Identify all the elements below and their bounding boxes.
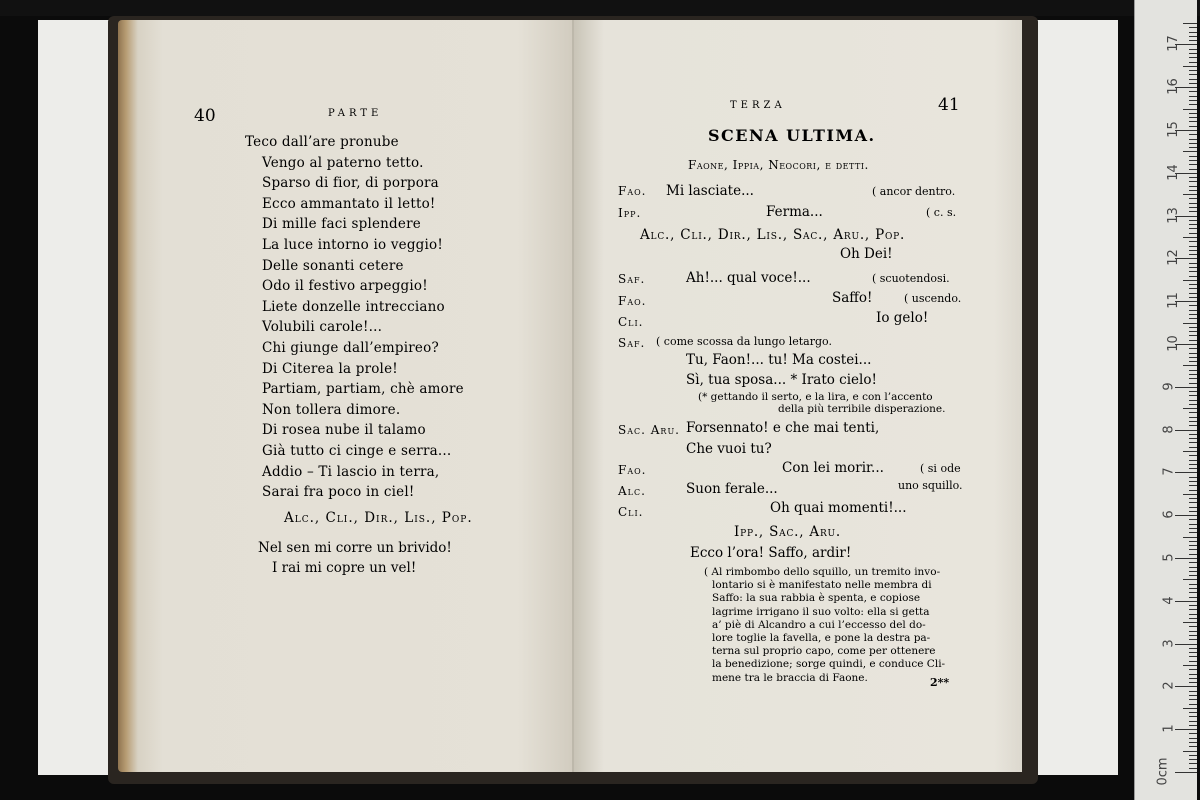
ruler-tick	[1189, 271, 1197, 272]
ruler-tick	[1189, 669, 1197, 670]
stage-direction-line: ( Al rimbombo dello squillo, un tremito invo-	[704, 566, 941, 578]
ruler-tick	[1189, 361, 1197, 362]
line-fao-3: Con lei morir...	[782, 460, 884, 476]
ruler-tick	[1189, 425, 1197, 426]
ruler-tick	[1189, 412, 1197, 413]
ruler-tick	[1183, 280, 1197, 281]
ruler-tick	[1183, 751, 1197, 752]
note-fao-2: ( uscendo.	[904, 292, 962, 305]
ruler-tick	[1189, 224, 1197, 225]
ruler-tick	[1189, 314, 1197, 315]
ruler-tick	[1189, 442, 1197, 443]
verse-line: Delle sonanti cetere	[262, 257, 404, 274]
verse-line: Volubili carole!...	[262, 319, 383, 336]
ruler-tick	[1189, 297, 1197, 298]
line-saf-2b: Sì, tua sposa... * Irato cielo!	[686, 372, 877, 388]
ruler-tick	[1189, 57, 1197, 58]
ruler-label: 6	[1161, 510, 1177, 519]
verse-line: Addio – Ti lascio in terra,	[262, 463, 440, 480]
ruler-label: 8	[1161, 424, 1177, 434]
speaker-fao-1: Fao.	[618, 184, 647, 198]
ruler-tick	[1189, 254, 1197, 255]
line-fao-2: Saffo!	[832, 290, 873, 306]
ruler-tick	[1189, 485, 1197, 486]
note-alc-1: uno squillo.	[898, 479, 963, 492]
chorus-line-1: Nel sen mi corre un brivido!	[258, 540, 452, 556]
stage-direction-line: lontario si è manifestato nelle membra di	[712, 579, 932, 592]
ruler-tick	[1189, 575, 1197, 576]
line-alc-1: Suon ferale...	[686, 481, 778, 497]
ruler-tick	[1189, 490, 1197, 491]
note-saf-1: ( scuotendosi.	[872, 272, 950, 285]
ruler-label: 4	[1161, 596, 1177, 605]
ruler-tick	[1175, 430, 1197, 431]
ruler-tick	[1189, 288, 1197, 289]
ruler-tick	[1189, 481, 1197, 482]
verse-line: Ecco ammantato il letto!	[262, 195, 436, 212]
ruler-tick	[1189, 678, 1197, 679]
group-line-1: Oh Dei!	[840, 246, 893, 262]
speaker-fao-3: Fao.	[618, 463, 647, 477]
ruler-tick	[1175, 686, 1197, 687]
ruler-tick	[1189, 395, 1197, 396]
ruler-tick	[1189, 528, 1197, 529]
ruler-tick	[1189, 117, 1197, 118]
ruler-tick	[1189, 203, 1197, 204]
signature-mark: 2**	[930, 676, 950, 689]
ruler-tick	[1189, 648, 1197, 649]
ruler-tick	[1189, 53, 1197, 54]
stage-direction-line: terna sul proprio capo, come per ottenere	[712, 645, 936, 658]
ruler-tick	[1175, 729, 1197, 730]
ruler-tick	[1183, 109, 1197, 110]
ruler-tick	[1189, 310, 1197, 311]
ruler-tick	[1175, 601, 1197, 602]
ruler-tick	[1189, 27, 1197, 28]
ruler-tick	[1189, 554, 1197, 555]
line-saf-2a: Tu, Faon!... tu! Ma costei...	[686, 352, 872, 368]
ruler-label: 17	[1165, 35, 1181, 53]
ruler-tick	[1189, 455, 1197, 456]
ruler-tick	[1189, 177, 1197, 178]
ruler-tick	[1189, 618, 1197, 619]
footnote-saf-a: (* gettando il serto, e la lira, e con l’accento	[698, 391, 933, 403]
ruler-tick	[1189, 156, 1197, 157]
speaker-saf-2: Saf.	[618, 336, 646, 350]
ruler-tick	[1189, 143, 1197, 144]
ruler-tick	[1183, 665, 1197, 666]
ruler-tick	[1189, 699, 1197, 700]
note-fao-1: ( ancor dentro.	[872, 185, 956, 198]
ruler-label: 5	[1161, 553, 1177, 562]
ruler-tick	[1189, 91, 1197, 92]
ruler-tick	[1189, 716, 1197, 717]
ruler-tick	[1189, 704, 1197, 705]
ruler-tick	[1183, 451, 1197, 452]
ruler-tick	[1189, 502, 1197, 503]
ruler-tick	[1189, 62, 1197, 63]
ruler-tick	[1189, 198, 1197, 199]
ruler-label: 10	[1165, 335, 1181, 352]
frame-top	[0, 0, 1200, 16]
ruler-tick	[1189, 742, 1197, 743]
stage-direction-line: lore toglie la favella, e pone la destra pa-	[712, 632, 931, 644]
line-ipp-1: Ferma...	[766, 204, 823, 220]
ruler-tick	[1189, 562, 1197, 563]
verse-line: Sarai fra poco in ciel!	[262, 484, 415, 501]
ruler-tick	[1189, 126, 1197, 127]
ruler-tick	[1189, 233, 1197, 234]
ruler-tick	[1189, 318, 1197, 319]
ruler-tick	[1189, 331, 1197, 332]
right-page-number: 41	[938, 95, 960, 115]
ruler-tick	[1183, 23, 1197, 24]
ruler-tick	[1189, 768, 1197, 769]
ruler-tick	[1189, 190, 1197, 191]
ruler-tick	[1189, 639, 1197, 640]
ruler-tick	[1189, 169, 1197, 170]
ruler-tick	[1189, 70, 1197, 71]
left-running-head: PARTE	[328, 108, 383, 119]
ruler-tick	[1189, 250, 1197, 251]
ruler-tick	[1189, 211, 1197, 212]
ruler-tick	[1183, 323, 1197, 324]
scene-title: SCENA ULTIMA.	[708, 126, 876, 145]
ruler-tick	[1189, 263, 1197, 264]
ruler-tick	[1189, 738, 1197, 739]
ruler-tick	[1175, 387, 1197, 388]
speaker-sac-aru: Sac. Aru.	[618, 423, 680, 437]
ruler-tick	[1175, 644, 1197, 645]
ruler-tick	[1189, 477, 1197, 478]
line-cli-1: Io gelo!	[876, 310, 929, 326]
ruler-tick	[1189, 391, 1197, 392]
ruler-tick	[1189, 652, 1197, 653]
verse-line: Chi giunge dall’empireo?	[262, 340, 439, 356]
ruler-label: 7	[1161, 467, 1177, 477]
ruler-tick	[1189, 597, 1197, 598]
ruler-tick	[1189, 460, 1197, 461]
ruler-tick	[1189, 571, 1197, 572]
ruler-tick	[1175, 772, 1197, 773]
ruler-tick	[1183, 151, 1197, 152]
ruler-tick	[1189, 134, 1197, 135]
ruler-tick	[1189, 79, 1197, 80]
line-cli-2: Oh quai momenti!...	[770, 500, 907, 516]
ruler-tick	[1189, 121, 1197, 122]
ruler-tick	[1189, 181, 1197, 182]
stage-direction-line: la benedizione; sorge quindi, e conduce Cli-	[712, 658, 946, 671]
speaker-fao-2: Fao.	[618, 294, 647, 308]
ruler-tick	[1183, 66, 1197, 67]
ruler-tick	[1189, 83, 1197, 84]
ruler-tick	[1189, 340, 1197, 341]
ruler-tick	[1189, 712, 1197, 713]
ruler-tick	[1189, 246, 1197, 247]
ruler-tick	[1189, 113, 1197, 114]
ruler-tick	[1189, 733, 1197, 734]
ruler-tick	[1189, 438, 1197, 439]
ruler-tick	[1189, 417, 1197, 418]
ruler-label: 15	[1165, 121, 1181, 138]
stage-direction-line: mene tra le braccia di Faone.	[712, 671, 868, 684]
line-sac-aru: Forsennato! e che mai tenti,	[686, 420, 880, 436]
ruler-tick	[1189, 357, 1197, 358]
ruler-tick	[1189, 104, 1197, 105]
ruler-tick	[1189, 549, 1197, 550]
note-saf-2: ( come scossa da lungo letargo.	[656, 335, 832, 348]
ruler-label: 0cm	[1155, 757, 1171, 786]
ruler-tick	[1189, 626, 1197, 627]
ruler-tick	[1189, 164, 1197, 165]
ruler-tick	[1189, 293, 1197, 294]
ruler-tick	[1189, 100, 1197, 101]
ruler-tick	[1189, 656, 1197, 657]
note-ipp-1: ( c. s.	[926, 206, 957, 219]
ruler-tick	[1183, 237, 1197, 238]
ruler-tick	[1189, 139, 1197, 140]
ruler-tick	[1189, 721, 1197, 722]
ruler-label: 11	[1165, 292, 1181, 309]
ruler-tick	[1189, 335, 1197, 336]
stage-direction-line: lagrime irrigano il suo volto: ella si getta	[712, 605, 930, 618]
verse-line: Non tollera dimore.	[262, 401, 401, 418]
ruler-tick	[1189, 746, 1197, 747]
verse-line: Già tutto ci cinge e serra...	[262, 443, 452, 459]
ruler-tick	[1189, 348, 1197, 349]
ruler-tick	[1175, 515, 1197, 516]
ruler-label: 13	[1165, 206, 1181, 224]
stage-direction-line: a’ piè di Alcandro a cui l’eccesso del do-	[712, 618, 926, 631]
ruler-label: 1	[1161, 724, 1177, 733]
ruler-tick	[1183, 365, 1197, 366]
ruler-label: 12	[1165, 249, 1181, 267]
ruler-tick	[1189, 267, 1197, 268]
speaker-ipp-1: Ipp.	[618, 206, 642, 220]
chorus-line-2: I rai mi copre un vel!	[272, 560, 417, 576]
ruler-tick	[1189, 74, 1197, 75]
ruler-tick	[1189, 541, 1197, 542]
line-fao-1: Mi lasciate...	[666, 183, 754, 199]
verse-line: Liete donzelle intrecciano	[262, 298, 445, 315]
ruler-tick	[1189, 519, 1197, 520]
ruler-tick	[1189, 284, 1197, 285]
ruler-label: 9	[1161, 382, 1177, 391]
ruler-tick	[1189, 400, 1197, 401]
ruler-tick	[1175, 472, 1197, 473]
ruler-tick	[1175, 558, 1197, 559]
ruler-tick	[1189, 763, 1197, 764]
ruler-tick	[1189, 507, 1197, 508]
ruler-tick	[1189, 447, 1197, 448]
verse-line: Vengo al paterno tetto.	[262, 154, 424, 171]
ruler-tick	[1189, 755, 1197, 756]
ruler-tick	[1189, 468, 1197, 469]
note-fao-3: ( si ode	[920, 462, 961, 475]
ruler-tick	[1189, 186, 1197, 187]
ruler-tick	[1189, 220, 1197, 221]
verse-line: La luce intorno io veggio!	[262, 237, 443, 253]
character-list: Faone, Ippia, Neocori, e detti.	[688, 158, 869, 172]
ruler-tick	[1189, 421, 1197, 422]
ruler-tick	[1189, 635, 1197, 636]
ruler-tick	[1189, 383, 1197, 384]
ruler-tick	[1189, 404, 1197, 405]
group-line-2: Ecco l’ora! Saffo, ardir!	[690, 545, 852, 561]
ruler-tick	[1189, 588, 1197, 589]
ruler-tick	[1189, 160, 1197, 161]
verse-line: Teco dall’are pronube	[245, 134, 399, 150]
ruler-tick	[1189, 228, 1197, 229]
ruler-tick	[1189, 147, 1197, 148]
ruler-tick	[1189, 511, 1197, 512]
group-speakers-1: Alc., Cli., Dir., Lis., Sac., Aru., Pop.	[640, 227, 906, 243]
measuring-ruler	[1134, 0, 1197, 800]
ruler-tick	[1189, 36, 1197, 37]
verse-line: Di rosea nube il talamo	[262, 422, 426, 439]
ruler-tick	[1189, 207, 1197, 208]
ruler-tick	[1189, 464, 1197, 465]
ruler-tick	[1189, 353, 1197, 354]
ruler-tick	[1189, 759, 1197, 760]
ruler-tick	[1189, 614, 1197, 615]
ruler-tick	[1189, 498, 1197, 499]
ruler-tick	[1189, 605, 1197, 606]
group-speakers-2: Ipp., Sac., Aru.	[734, 524, 842, 540]
ruler-tick	[1189, 32, 1197, 33]
ruler-tick	[1189, 370, 1197, 371]
verse-line: Partiam, partiam, chè amore	[262, 381, 464, 398]
ruler-tick	[1189, 378, 1197, 379]
ruler-label: 3	[1161, 638, 1177, 648]
ruler-tick	[1183, 537, 1197, 538]
ruler-tick	[1189, 524, 1197, 525]
ruler-tick	[1183, 622, 1197, 623]
footnote-saf-b: della più terribile disperazione.	[778, 403, 946, 415]
speaker-saf-1: Saf.	[618, 272, 646, 286]
ruler-label: 16	[1165, 78, 1181, 95]
verse-line: Odo il festivo arpeggio!	[262, 278, 428, 295]
ruler-tick	[1189, 327, 1197, 328]
ruler-tick	[1183, 708, 1197, 709]
speaker-alc-1: Alc.	[618, 484, 646, 498]
ruler-tick	[1189, 691, 1197, 692]
ruler-label: 14	[1165, 164, 1181, 181]
ruler-tick	[1189, 241, 1197, 242]
ruler-tick	[1189, 276, 1197, 277]
ruler-tick	[1189, 725, 1197, 726]
ruler-tick	[1189, 49, 1197, 50]
left-page-number: 40	[194, 106, 216, 126]
verse-line: Di mille faci splendere	[262, 216, 421, 233]
ruler-tick	[1189, 374, 1197, 375]
verse-line: Sparso di fior, di porpora	[262, 175, 439, 192]
chorus-speakers: Alc., Cli., Dir., Lis., Pop.	[284, 510, 473, 526]
ruler-tick	[1189, 545, 1197, 546]
speaker-cli-2: Cli.	[618, 505, 644, 519]
ruler-tick	[1189, 661, 1197, 662]
ruler-tick	[1189, 532, 1197, 533]
ruler-tick	[1189, 305, 1197, 306]
ruler-label: 2	[1161, 681, 1177, 691]
ruler-tick	[1183, 494, 1197, 495]
speaker-cli-1: Cli.	[618, 315, 644, 329]
ruler-tick	[1189, 631, 1197, 632]
stage-direction-line: Saffo: la sua rabbia è spenta, e copiose	[712, 592, 921, 605]
line-saf-1: Ah!... qual voce!...	[686, 270, 811, 286]
ruler-tick	[1189, 609, 1197, 610]
line-sac-aru-2: Che vuoi tu?	[686, 441, 772, 457]
ruler-tick	[1189, 682, 1197, 683]
ruler-tick	[1189, 96, 1197, 97]
ruler-tick	[1189, 592, 1197, 593]
ruler-tick	[1189, 584, 1197, 585]
ruler-tick	[1183, 408, 1197, 409]
ruler-tick	[1183, 579, 1197, 580]
ruler-tick	[1189, 567, 1197, 568]
ruler-tick	[1183, 194, 1197, 195]
ruler-tick	[1189, 434, 1197, 435]
ruler-tick	[1189, 695, 1197, 696]
ruler-tick	[1189, 674, 1197, 675]
ruler-tick	[1189, 40, 1197, 41]
right-running-head: TERZA	[730, 100, 786, 111]
verse-line: Di Citerea la prole!	[262, 360, 398, 377]
